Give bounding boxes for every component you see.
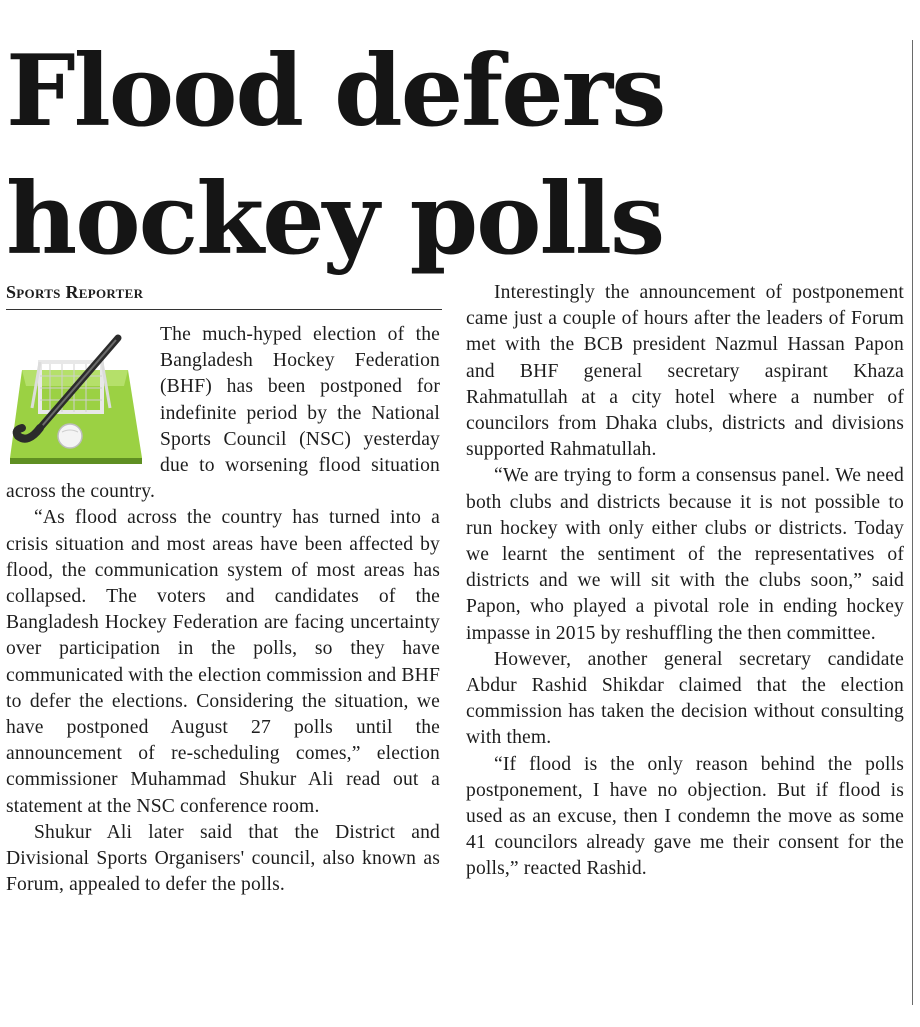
paragraph: Interestingly the announcement of postponement came just a couple of hours after the leaders of Forum met with the BCB president Nazmul Hassan Papon and BHF general secretary aspirant Khaza Rahmatullah at a city hotel where a number of councilors from Dhaka clubs, districts and divisions supported Rahmatullah.: [466, 282, 904, 461]
paragraph: Shukur Ali later said that the District and Divisional Sports Organisers' council, also known as Forum, appealed to defer the polls.: [6, 821, 440, 896]
paragraph: However, another general secretary candidate Abdur Rashid Shikdar claimed that the election commission has taken the decision without consulting with them.: [466, 648, 904, 749]
headline: Flood defers hockey polls: [6, 34, 665, 277]
right-column: [466, 280, 904, 883]
column-rule: [912, 40, 913, 1005]
paragraph: “As flood across the country has turned into a crisis situation and most areas have been affected by flood, the communication system of most areas has collapsed. The voters and candidates of the Bangladesh Hockey Federation are facing uncertainty over participation in the polls, so they have communicated with the election commission and BHF to defer the elections. Considering the situation, we have postponed August 27 polls until the announcement of re-scheduling comes,” election commissioner Muhammad Shukur Ali read out a statement at the NSC conference room.: [6, 507, 440, 817]
hockey-stick-goal-icon: [6, 328, 146, 464]
paragraph: “If flood is the only reason behind the polls postponement, I have no objection. But if flood is used as an excuse, then I condemn the move as some 41 councilors already gave me their consent for the polls,” reacted Rashid.: [466, 753, 904, 880]
left-column: [6, 322, 440, 898]
byline: Sports Reporter: [6, 282, 442, 310]
paragraph: “We are trying to form a consensus panel. We need both clubs and districts because it is not possible to run hockey with only either clubs or districts. Today we learnt the sentiment of the representatives of districts and we will sit with the clubs soon,” said Papon, who played a pivotal role in ending hockey impasse in 2015 by reshuffling the then committee.: [466, 465, 904, 644]
paragraph: The much-hyped election of the Bangladesh Hockey Federation (BHF) has been postponed for indefinite period by the National Sports Council (NSC) yesterday due to worsening flood situation across the country.: [6, 324, 440, 503]
